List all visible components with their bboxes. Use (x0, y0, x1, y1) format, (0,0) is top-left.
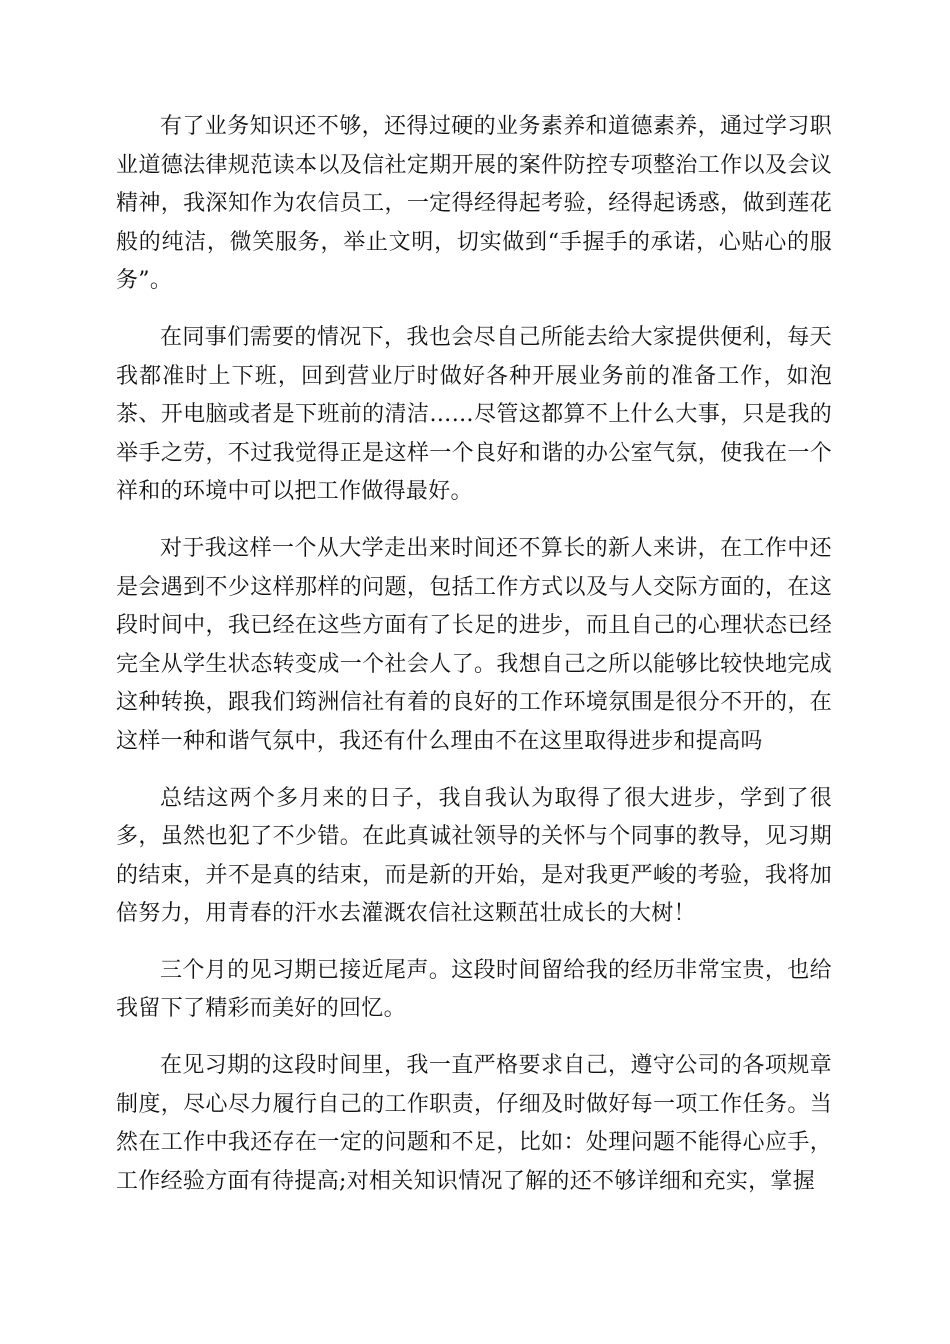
paragraph: 三个月的见习期已接近尾声。这段时间留给我的经历非常宝贵，也给我留下了精彩而美好的回忆。 (116, 957, 832, 1022)
paragraph: 在见习期的这段时间里，我一直严格要求自己，遵守公司的各项规章制度，尽心尽力履行自己的工作职责，仔细及时做好每一项工作任务。当然在工作中我还存在一定的问题和不足，比如：处理问题不能得心应手，工作经验方面有待提高;对相关知识情况了解的还不够详细和充实，掌握 (116, 1053, 832, 1194)
paragraph: 有了业务知识还不够，还得过硬的业务素养和道德素养，通过学习职业道德法律规范读本以及信社定期开展的案件防控专项整治工作以及会议精神，我深知作为农信员工，一定得经得起考验，经得起诱惑，做到莲花般的纯洁，微笑服务，举止文明，切实做到“手握手的承诺，心贴心的服务”。 (116, 114, 832, 294)
document-body (116, 108, 832, 1219)
paragraph: 在同事们需要的情况下，我也会尽自己所能去给大家提供便利，每天我都准时上下班，回到营业厅时做好各种开展业务前的准备工作，如泡茶、开电脑或者是下班前的清洁……尽管这都算不上什么大事，只是我的举手之劳，不过我觉得正是这样一个良好和谐的办公室气氛，使我在一个祥和的环境中可以把工作做得最好。 (116, 324, 832, 505)
paragraph: 对于我这样一个从大学走出来时间还不算长的新人来讲，在工作中还是会遇到不少这样那样的问题，包括工作方式以及与人交际方面的，在这段时间中，我已经在这些方面有了长足的进步，而且自己的心理状态已经完全从学生状态转变成一个社会人了。我想自己之所以能够比较快地完成这种转换，跟我们筠洲信社有着的良好的工作环境氛围是很分不开的，在这样一种和谐气氛中，我还有什么理由不在这里取得进步和提高吗 (116, 535, 832, 754)
paragraph: 总结这两个多月来的日子，我自我认为取得了很大进步，学到了很多，虽然也犯了不少错。在此真诚社领导的关怀与个同事的教导，见习期的结束，并不是真的结束，而是新的开始，是对我更严峻的考验，我将加倍努力，用青春的汗水去灌溉农信社这颗茁壮成长的大树！ (116, 785, 832, 927)
